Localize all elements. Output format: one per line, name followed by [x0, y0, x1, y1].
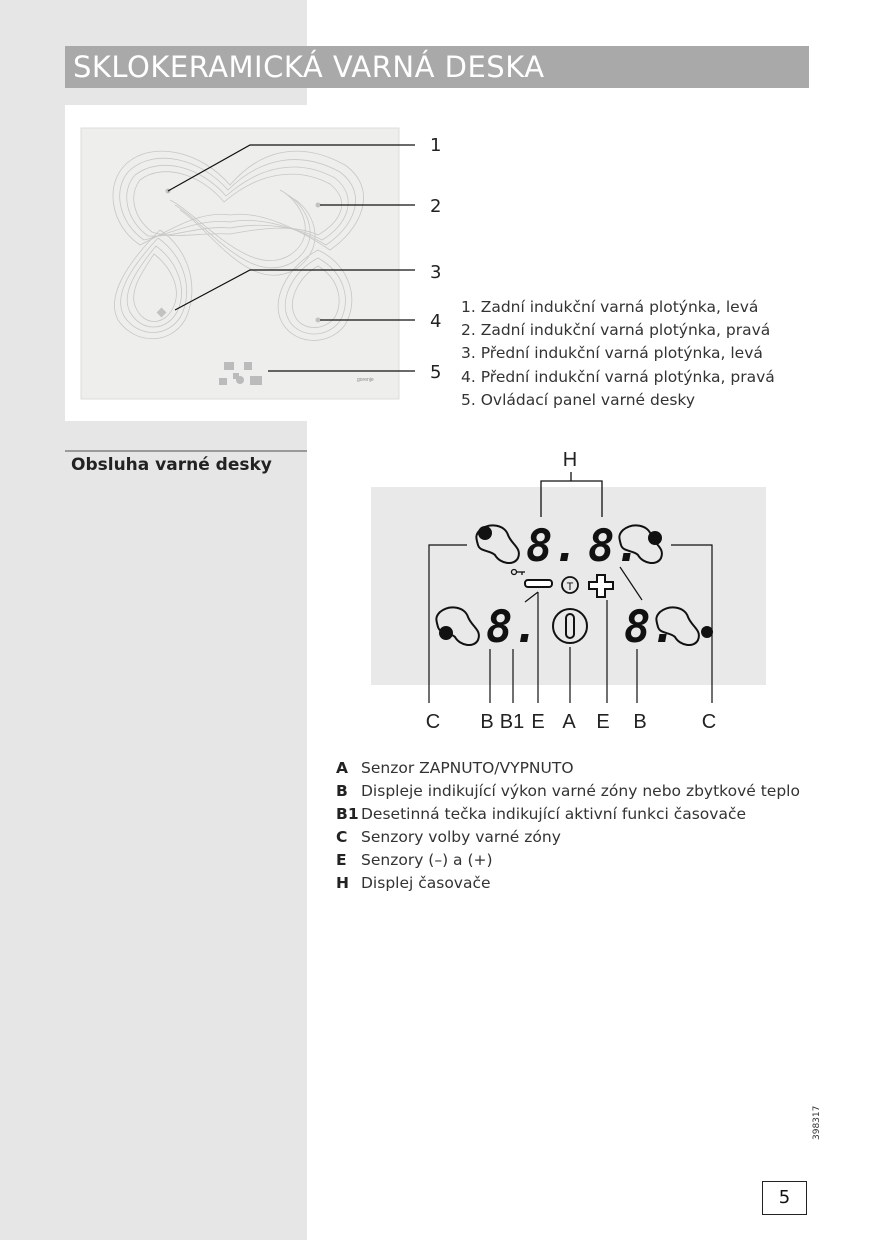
power-display-left: 8.: [486, 602, 539, 653]
hob-brand: gorenje: [357, 377, 374, 383]
label-B1: B1: [499, 711, 525, 733]
callout-4: 4: [430, 311, 442, 332]
description-row: C Senzory volby varné zóny: [336, 828, 561, 846]
timer-display-right: 8.: [588, 521, 641, 572]
legend-item: 1. Zadní indukční varná plotýnka, levá: [461, 298, 759, 316]
timer-display-left: 8.: [526, 521, 579, 572]
callout-3: 3: [430, 262, 442, 283]
legend-item: 2. Zadní indukční varná plotýnka, pravá: [461, 321, 771, 340]
page-title: SKLOKERAMICKÁ VARNÁ DESKA: [65, 46, 809, 88]
minus-icon: [525, 580, 552, 587]
label-A: A: [562, 711, 576, 733]
document-code: 398317: [812, 1105, 822, 1140]
callout-2: 2: [430, 196, 442, 217]
label-H: H: [562, 449, 578, 471]
legend-item: 4. Přední indukční varná plotýnka, pravá: [461, 367, 775, 386]
description-row: H Displej časovače: [336, 874, 491, 892]
zone-selector-dot: [439, 626, 453, 640]
description-row: A Senzor ZAPNUTO/VYPNUTO: [336, 759, 574, 777]
legend-item: 5. Ovládací panel varné desky: [461, 390, 696, 409]
section-heading: Obsluha varné desky: [71, 455, 272, 475]
description-row: B Displeje indikující výkon varné zóny nebo zbytkové teplo: [336, 782, 800, 800]
label-B-right: B: [633, 711, 647, 733]
control-descriptions: [336, 757, 800, 895]
power-display-right: 8.: [624, 602, 677, 653]
zone-selector-dot: [478, 526, 492, 540]
svg-text:T: T: [566, 581, 574, 593]
label-B-left: B: [480, 711, 494, 733]
description-row: B1 Desetinná tečka indikující aktivní funkci časovače: [336, 805, 747, 823]
label-C-left: C: [425, 711, 441, 733]
zone-selector-dot: [648, 531, 662, 545]
callout-1: 1: [430, 135, 442, 156]
label-C-right: C: [701, 711, 717, 733]
zone-selector-dot: [701, 626, 713, 638]
label-E-left: E: [531, 711, 545, 733]
callout-5: 5: [430, 362, 442, 383]
legend-item: 3. Přední indukční varná plotýnka, levá: [461, 344, 763, 363]
description-row: E Senzory (–) a (+): [336, 851, 493, 869]
page-number: 5: [762, 1181, 807, 1215]
label-E-right: E: [596, 711, 610, 733]
